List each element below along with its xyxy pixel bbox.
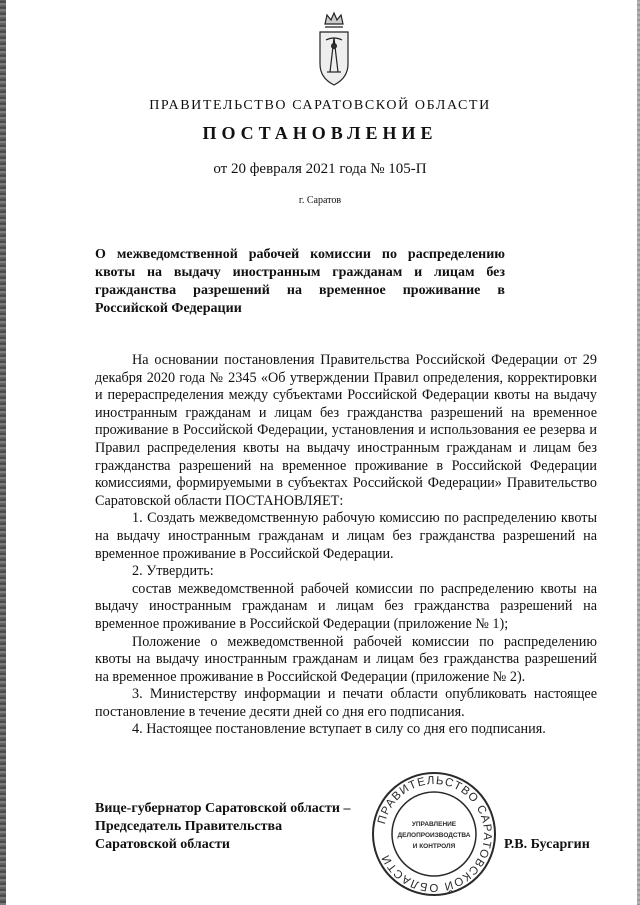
body-paragraph-1: 1. Создать межведомственную рабочую комиссию по распределению квоты на выдачу иностранным гражданам и лицам без гражданства разрешений на временное проживание в Российской Федерации. bbox=[95, 510, 597, 562]
signer-position-line-2: Председатель Правительства bbox=[95, 819, 283, 834]
document-body bbox=[95, 352, 597, 739]
signer-position bbox=[95, 800, 395, 854]
document-city: г. Саратов bbox=[298, 195, 342, 206]
signer-position-line-1: Вице-губернатор Саратовской области – bbox=[95, 801, 351, 816]
stamp-inner-line-3: И КОНТРОЛЯ bbox=[412, 843, 456, 850]
stamp-inner-line-2: ДЕЛОПРОИЗВОДСТВА bbox=[397, 832, 471, 839]
document-subject: О межведомственной рабочей комиссии по распределению квоты на выдачу иностранным гражданам и лицам без гражданства разрешений на временное проживание в Российской Федерации bbox=[95, 247, 505, 316]
government-title: ПРАВИТЕЛЬСТВО САРАТОВСКОЙ ОБЛАСТИ bbox=[149, 98, 491, 113]
saratov-coat-of-arms-icon bbox=[314, 10, 354, 88]
body-paragraph-2b: Положение о межведомственной рабочей комиссии по распределению квоты на выдачу иностранным гражданам и лицам без гражданства разрешений на временное проживание в Российской Федерации (приложение № 2). bbox=[95, 633, 597, 685]
body-paragraph-2a: состав межведомственной рабочей комиссии по распределению квоты на выдачу иностранным гражданам и лицам без гражданства разрешений на временное проживание в Российской Федерации (приложение № 1); bbox=[95, 580, 597, 632]
official-stamp bbox=[370, 770, 498, 898]
stamp-outer-text: ПРАВИТЕЛЬСТВО САРАТОВСКОЙ ОБЛАСТИ bbox=[376, 774, 494, 894]
body-paragraph-3: 3. Министерству информации и печати области опубликовать настоящее постановление в течение десяти дней со дня его подписания. bbox=[95, 686, 597, 720]
stamp-inner-line-1: УПРАВЛЕНИЕ bbox=[411, 821, 457, 828]
body-paragraph-2: 2. Утвердить: bbox=[132, 563, 214, 580]
signer-name: Р.В. Бусаргин bbox=[504, 837, 590, 852]
body-paragraph-preamble: На основании постановления Правительства Российской Федерации от 29 декабря 2020 года № 2345 «Об утверждении Правил определения, корректировки и перераспределения между субъектами Российской Федерации квоты на выдачу иностранным гражданам и лицам без гражданства разрешений на временное проживание в Российской Федерации, установления и использования ее резерва и Правил распределения квоты на выдачу иностранным гражданам и лицам без гражданства разрешений на временное проживание в Российской Федерации комиссиями, формируемыми в субъектах Российской Федерации» Правительство Саратовской области ПОСТАНОВЛЯЕТ: bbox=[95, 352, 597, 509]
signer-position-line-3: Саратовской области bbox=[95, 837, 230, 852]
document-date-number: от 20 февраля 2021 года № 105-П bbox=[213, 161, 427, 177]
document-type: ПОСТАНОВЛЕНИЕ bbox=[202, 123, 438, 143]
body-paragraph-4: 4. Настоящее постановление вступает в силу со дня его подписания. bbox=[132, 721, 546, 738]
